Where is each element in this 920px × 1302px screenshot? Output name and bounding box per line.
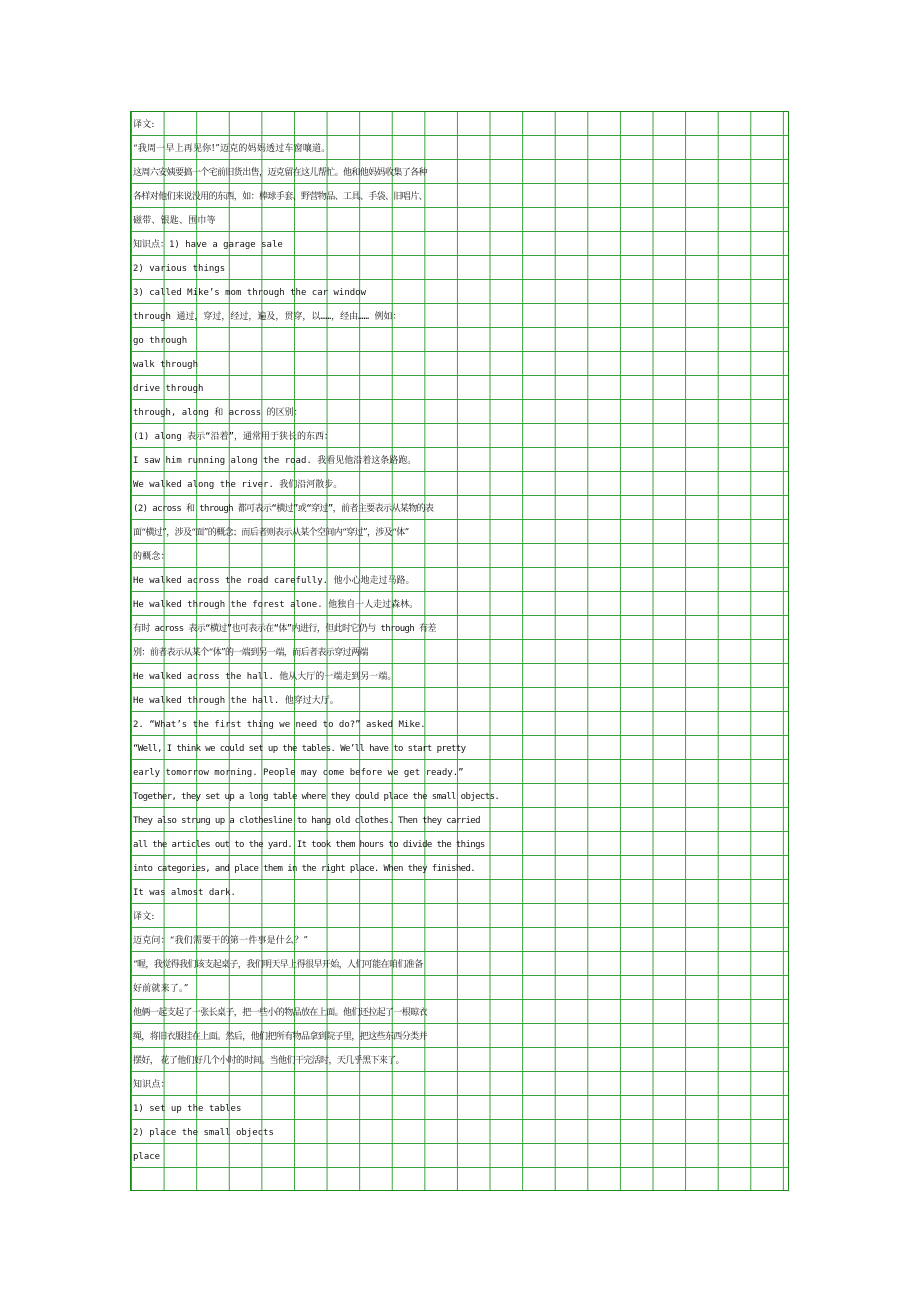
- text-line: all the articles out to the yard. It took them hours to divide the things: [133, 840, 485, 850]
- text-line: 2) place the small objects: [133, 1128, 274, 1138]
- text-line: 译文:: [133, 912, 155, 922]
- text-line: 他俩一起支起了一张长桌子，把一些小的物品放在上面。他们还拉起了一根晾衣: [133, 1008, 428, 1018]
- text-line: drive through: [133, 384, 204, 394]
- text-line: 别：前者表示从某个“体”的一端到另一端，而后者表示穿过两端: [133, 648, 368, 658]
- text-line: 这周六安姨要搞一个宅前旧货出售，迈克留在这儿帮忙。他和他妈妈收集了各种: [133, 168, 428, 178]
- text-line: 各样对他们来说没用的东西，如：棒球手套、野营物品、工具、手袋、旧唱片、: [133, 192, 428, 202]
- text-line: 迈克问：“我们需要干的第一件事是什么？”: [133, 936, 309, 946]
- text-line: 摆好， 花了他们好几个小时的时间。当他们干完活时，天几乎黑下来了。: [133, 1056, 405, 1066]
- text-line: (2) across 和 through 都可表示“横过”或“穿过”，前者主要表示从某物的表: [133, 504, 434, 514]
- text-line: Together, they set up a long table where they could place the small objects.: [133, 792, 500, 802]
- text-line: through, along 和 across 的区别：: [133, 408, 303, 418]
- text-line: go through: [133, 336, 188, 346]
- text-line: 绳，将旧衣服挂在上面。然后，他们把所有物品拿到院子里，把这些东西分类并: [133, 1032, 428, 1042]
- text-line: into categories, and place them in the right place. When they finished.: [133, 864, 476, 874]
- text-line: He walked across the road carefully. 他小心地走过马路。: [133, 576, 415, 586]
- text-line: 好前就来了。”: [133, 984, 189, 994]
- text-line: early tomorrow morning. People may come before we get ready.”: [133, 768, 464, 778]
- text-line: He walked through the hall. 他穿过大厅。: [133, 696, 339, 706]
- text-line: “我周一早上再见你!”迈克的妈妈透过车窗嚷道。: [133, 144, 331, 154]
- text-line: 知识点：: [133, 1080, 170, 1090]
- text-line: 3) called Mike’s mom through the car window: [133, 288, 366, 298]
- grid-paper: [130, 111, 789, 1191]
- text-line: “喔，我觉得我们该支起桌子，我们明天早上得很早开始，人们可能在咱们准备: [133, 960, 423, 970]
- text-line: 的概念：: [133, 552, 170, 562]
- text-line: “Well, I think we could set up the tables. We’ll have to start pretty: [133, 744, 466, 754]
- document-text: [133, 113, 789, 1169]
- text-line: (1) along 表示“沿着”，通常用于狭长的东西：: [133, 432, 334, 442]
- text-line: He walked across the hall. 他从大厅的一端走到另一端。: [133, 672, 397, 682]
- text-line: 知识点：1) have a garage sale: [133, 240, 283, 250]
- text-line: walk through: [133, 360, 199, 370]
- text-line: It was almost dark.: [133, 888, 236, 898]
- text-line: 面“横过”，涉及“面”的概念；而后者则表示从某个空间内“穿过”，涉及“体”: [133, 528, 409, 538]
- text-line: 有时 across 表示“横过”也可表示在“体”内进行，但此时它仍与 through 有差: [133, 624, 436, 634]
- text-line: 2. “What’s the first thing we need to do?” asked Mike.: [133, 720, 426, 730]
- text-line: through 通过，穿过，经过，遍及，贯穿，以……，经由…… 例如：: [133, 312, 402, 322]
- text-line: 1) set up the tables: [133, 1104, 242, 1114]
- text-line: He walked through the forest alone. 他独自一人走过森林。: [133, 600, 419, 610]
- text-line: 2) various things: [133, 264, 226, 274]
- text-line: They also strung up a clothesline to hang old clothes. Then they carried: [133, 816, 480, 826]
- text-line: 译文:: [133, 120, 155, 130]
- text-line: place: [133, 1152, 161, 1162]
- text-line: 磁带、银匙、围巾等: [133, 216, 216, 226]
- text-line: We walked along the river. 我们沿河散步。: [133, 480, 343, 490]
- text-line: I saw him running along the road. 我看见他沿着这条路跑。: [133, 456, 417, 466]
